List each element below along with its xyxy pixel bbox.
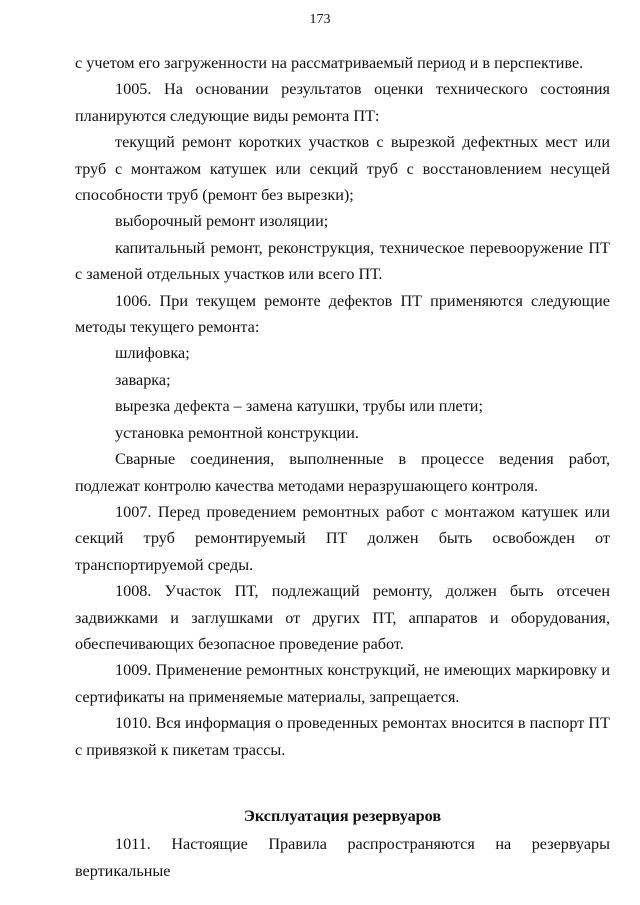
paragraph: 1009. Применение ремонтных конструкций, не имеющих маркировку и сертификаты на применяемые материалы, запрещается.	[75, 661, 610, 706]
paragraph: 1005. На основании результатов оценки технического состояния планируются следующие виды ремонта ПТ:	[75, 80, 610, 125]
section-heading: Эксплуатация резервуаров	[243, 806, 442, 825]
paragraph: установка ремонтной конструкции.	[115, 423, 359, 442]
paragraph: выборочный ремонт изоляции;	[115, 212, 329, 231]
paragraph: 1006. При текущем ремонте дефектов ПТ применяются следующие методы текущего ремонта:	[75, 291, 610, 337]
paragraph: Сварные соединения, выполненные в процессе ведения работ, подлежат контролю качества методами неразрушающего контроля.	[75, 450, 610, 495]
paragraph: с учетом его загруженности на рассматриваемый период и в перспективе.	[75, 54, 584, 72]
paragraph: 1010. Вся информация о проведенных ремонтах вносится в паспорт ПТ с привязкой к пикетам трассы.	[75, 714, 610, 759]
paragraph: 1007. Перед проведением ремонтных работ с монтажом катушек или секций труб ремонтируемый ПТ должен быть освобожден от транспортируемой среды.	[75, 502, 610, 574]
paragraph: 1008. Участок ПТ, подлежащий ремонту, должен быть отсечен задвижками и заглушками от других ПТ, аппаратов и оборудования, обеспечивающих безопасное проведение работ.	[75, 582, 610, 653]
paragraph: капитальный ремонт, реконструкция, техническое перевооружение ПТ с заменой отдельных участков или всего ПТ.	[75, 238, 610, 284]
paragraph: 1011. Настоящие Правила распространяются на резервуары вертикальные	[75, 835, 610, 880]
document-body	[75, 50, 610, 884]
paragraph: текущий ремонт коротких участков с вырезкой дефектных мест или труб с монтажом катушек или секций труб с восстановлением несущей способности труб (ремонт без вырезки);	[75, 133, 610, 205]
page-number: 173	[309, 12, 331, 27]
paragraph: заварка;	[115, 370, 171, 389]
paragraph: вырезка дефекта – замена катушки, трубы или плети;	[115, 397, 483, 416]
paragraph: шлифовка;	[115, 344, 190, 363]
